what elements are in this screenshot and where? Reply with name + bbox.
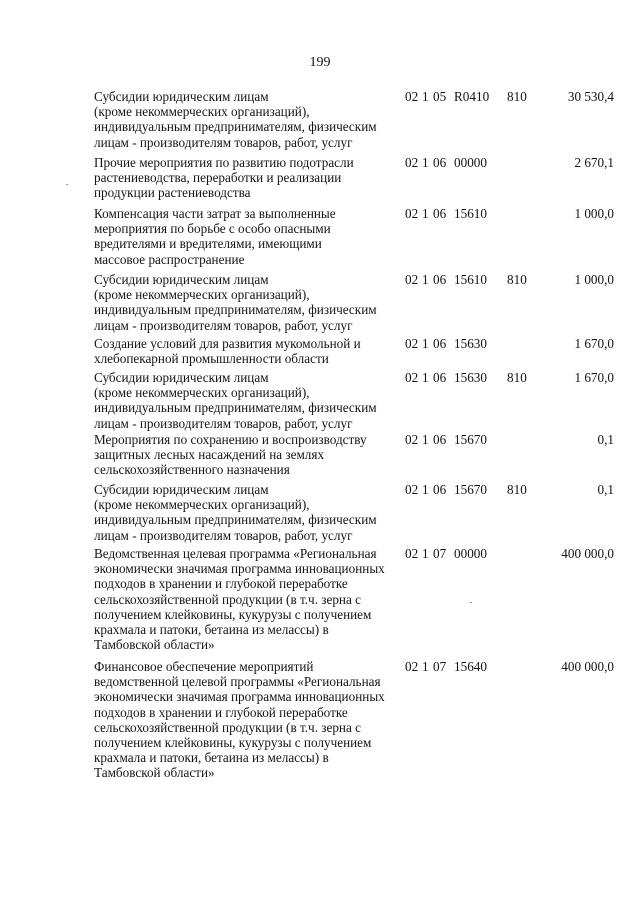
- row-name: Компенсация части затрат за выполненные мероприятия по борьбе с особо опасными вредителями и вредителями, имеющими массовое распространение: [94, 206, 336, 267]
- row-sum: 30 530,4: [567, 89, 614, 104]
- code-subprogram: 1: [422, 546, 429, 561]
- row-code: [405, 89, 504, 104]
- table-row: [94, 336, 614, 370]
- code-main-activity: 05: [433, 89, 447, 104]
- code-subprogram: 1: [422, 432, 429, 447]
- code-direction: 00000: [454, 155, 487, 170]
- code-main-activity: 06: [433, 482, 447, 497]
- code-program: 02: [405, 89, 419, 104]
- code-main-activity: 06: [433, 272, 447, 287]
- code-subprogram: 1: [422, 272, 429, 287]
- row-sum: 1 000,0: [574, 272, 614, 287]
- code-main-activity: 07: [433, 546, 447, 561]
- code-direction: 00000: [454, 546, 487, 561]
- code-subprogram: 1: [422, 659, 429, 674]
- code-program: 02: [405, 206, 419, 221]
- code-program: 02: [405, 336, 419, 351]
- row-sum: 0,1: [597, 432, 614, 447]
- code-program: 02: [405, 272, 419, 287]
- row-sum: 1 000,0: [574, 206, 614, 221]
- row-sum: 400 000,0: [561, 546, 614, 561]
- code-main-activity: 06: [433, 155, 447, 170]
- code-main-activity: 06: [433, 370, 447, 385]
- code-direction: 15610: [454, 206, 487, 221]
- row-name: Прочие мероприятия по развитию подотрасли растениеводства, переработки и реализации продукции растениеводства: [94, 155, 354, 201]
- code-direction: 15630: [454, 370, 487, 385]
- row-name: Субсидии юридическим лицам (кроме некоммерческих организаций), индивидуальным предпринимателям, физическим лицам - производителям товаров, работ, услуг: [94, 89, 377, 150]
- row-name: Субсидии юридическим лицам (кроме некоммерческих организаций), индивидуальным предпринимателям, физическим лицам - производителям товаров, работ, услуг: [94, 370, 377, 431]
- row-name: Финансовое обеспечение мероприятий ведомственной целевой программы «Региональная экономически значимая программа инновационных подходов в хранении и глубокой переработке сельскохозяйственной продукции (в т.ч. зерна с получением клейковины, кукурузы с получением крахмала и патоки, бетаина из мелассы) в Тамбовской области»: [94, 659, 385, 781]
- table-row: [94, 432, 614, 482]
- row-sum: 1 670,0: [574, 336, 614, 351]
- row-code: [405, 206, 504, 221]
- row-sum: 2 670,1: [574, 155, 614, 170]
- scan-speck: [66, 184, 68, 185]
- row-code: [405, 370, 504, 385]
- code-subprogram: 1: [422, 370, 429, 385]
- table-row: [94, 206, 614, 272]
- row-sum: 0,1: [597, 482, 614, 497]
- row-name: Мероприятия по сохранению и воспроизводству защитных лесных насаждений на землях сельскохозяйственного назначения: [94, 432, 367, 478]
- code-program: 02: [405, 546, 419, 561]
- table-row: [94, 370, 614, 432]
- code-subprogram: 1: [422, 206, 429, 221]
- page-number: 199: [309, 55, 331, 70]
- code-subprogram: 1: [422, 155, 429, 170]
- row-code: [405, 336, 504, 351]
- row-code: [405, 659, 504, 674]
- row-name: Ведомственная целевая программа «Региональная экономически значимая программа инновационных подходов в хранении и глубокой переработке сельскохозяйственной продукции (в т.ч. зерна с получением клейковины, кукурузы с получением крахмала и патоки, бетаина из мелассы) в Тамбовской области»: [94, 546, 385, 653]
- code-subprogram: 1: [422, 482, 429, 497]
- code-program: 02: [405, 370, 419, 385]
- row-name: Субсидии юридическим лицам (кроме некоммерческих организаций), индивидуальным предпринимателям, физическим лицам - производителям товаров, работ, услуг: [94, 272, 377, 333]
- code-direction: 15610: [454, 272, 487, 287]
- code-main-activity: 07: [433, 659, 447, 674]
- code-direction: 15640: [454, 659, 487, 674]
- code-direction: 15670: [454, 482, 487, 497]
- code-main-activity: 06: [433, 206, 447, 221]
- scan-speck: [470, 602, 472, 603]
- expense-kind: 810: [507, 89, 527, 104]
- code-direction: 15630: [454, 336, 487, 351]
- row-code: [405, 546, 504, 561]
- code-program: 02: [405, 659, 419, 674]
- row-code: [405, 482, 504, 497]
- table-row: [94, 482, 614, 546]
- table-row: [94, 659, 614, 783]
- row-code: [405, 155, 504, 170]
- code-main-activity: 06: [433, 432, 447, 447]
- expense-kind: 810: [507, 482, 527, 497]
- table-row: [94, 89, 614, 155]
- row-name: Субсидии юридическим лицам (кроме некоммерческих организаций), индивидуальным предпринимателям, физическим лицам - производителям товаров, работ, услуг: [94, 482, 377, 543]
- code-program: 02: [405, 155, 419, 170]
- row-sum: 400 000,0: [561, 659, 614, 674]
- code-program: 02: [405, 482, 419, 497]
- code-subprogram: 1: [422, 89, 429, 104]
- row-code: [405, 432, 504, 447]
- code-main-activity: 06: [433, 336, 447, 351]
- code-direction: R0410: [454, 89, 490, 104]
- expense-kind: 810: [507, 370, 527, 385]
- row-sum: 1 670,0: [574, 370, 614, 385]
- table-row: [94, 155, 614, 206]
- row-code: [405, 272, 504, 287]
- table-row: [94, 546, 614, 659]
- code-program: 02: [405, 432, 419, 447]
- code-direction: 15670: [454, 432, 487, 447]
- code-subprogram: 1: [422, 336, 429, 351]
- table-row: [94, 272, 614, 336]
- expense-kind: 810: [507, 272, 527, 287]
- row-name: Создание условий для развития мукомольной и хлебопекарной промышленности области: [94, 336, 361, 367]
- budget-table: [94, 89, 614, 783]
